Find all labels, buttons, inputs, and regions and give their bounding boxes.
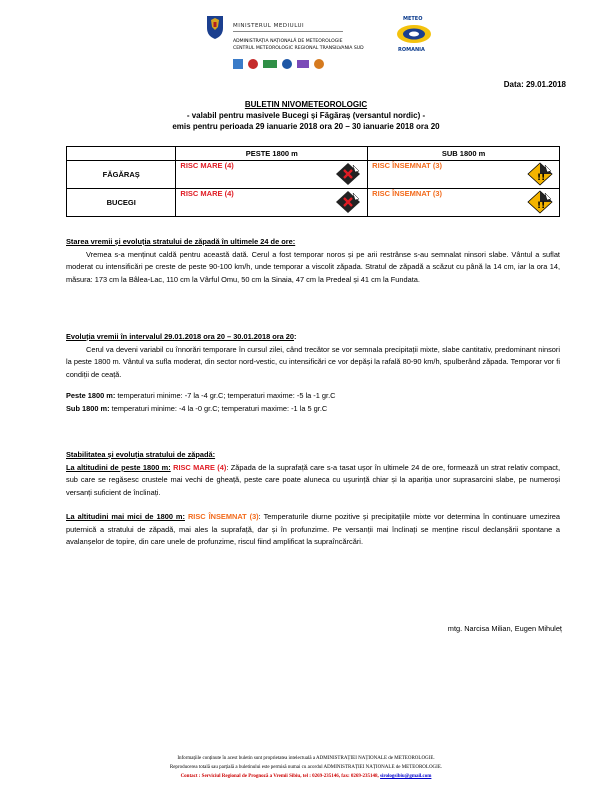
section-snowpack: [66, 449, 560, 549]
risk-label-considerable: RISC ÎNSEMNAT (3): [372, 161, 443, 170]
footer-contact: [40, 774, 572, 779]
risk-cell-below: [368, 161, 560, 189]
massif-bucegi: BUCEGI: [67, 189, 176, 217]
regional-center-name: CENTRUL METEOROLOGIC REGIONAL TRANSILVANIA SUD: [233, 46, 364, 51]
above-label: La altitudini de peste 1800 m:: [66, 462, 171, 472]
col-below-1800: SUB 1800 m: [368, 147, 560, 161]
risk-table-header: [67, 147, 560, 161]
temp-below-label: Sub 1800 m:: [66, 403, 110, 413]
footer-copyright: Informațiile conținute în acest buletin sunt proprietatea intelectuală a ADMINISTRAȚIEI NAȚIONALE de METEOROLOGIE.: [177, 756, 435, 761]
danger-level-3-icon: [527, 190, 553, 216]
temp-above-label: Peste 1800 m:: [66, 391, 116, 400]
table-row: [67, 161, 560, 189]
massif-fagaras: FĂGĂRAȘ: [67, 161, 176, 189]
risk-label-high: RISC MARE (4): [180, 189, 234, 198]
empty-header-cell: [67, 147, 176, 161]
danger-level-4-icon: [335, 162, 361, 188]
footer-contact-text: Contact : Serviciul Regional de Prognoză a Vremii Sibiu, tel : 0269-235146, fax: 0269-235148,: [180, 774, 379, 779]
agency-name: ADMINISTRAȚIA NAȚIONALĂ DE METEOROLOGIE: [233, 39, 343, 44]
bulletin-date: Data: 29.01.2018: [503, 80, 566, 89]
section-heading: Stabilitatea și evoluția stratului de zăpadă:: [66, 450, 216, 459]
signature: mtg. Narcisa Milian, Eugen Mihuleț: [447, 624, 562, 633]
footer-reproduction: Reproducerea totală sau parțială a buletinului este permisă numai cu acordul ADMINISTRAȚIEI NAȚIONALE de METEOROLOGIE.: [169, 765, 443, 770]
bulletin-period: emis pentru perioada 29 ianuarie 2018 ora 20 – 30 ianuarie 2018 ora 20: [172, 122, 440, 131]
meteo-tag: METEO: [403, 16, 423, 22]
romania-brand-icon: [394, 22, 434, 45]
temp-below-values: temperaturi minime: -4 la -0 gr.C; temperaturi maxime: -1 la 5 gr.C: [111, 403, 328, 413]
below-body: Temperaturile diurne pozitive și precipitațiile mixte vor determina în continuare umezirea puternică a stratului de zăpadă, mai ales la suprafață, dar și în profunzime. Pe versanții mai înclinați se menține riscul declanșării spontane a avalanșelor de topire, din care unele de profunzime, riscul fiind amplificat la supraîncărcări.: [66, 512, 561, 546]
risk-table: [66, 146, 560, 217]
svg-text:!!: !!: [537, 173, 546, 183]
above-risk: RISC MARE (4): [173, 462, 227, 472]
section-heading-row: Evoluția vremii în intervalul 29.01.2018 ora 20 – 30.01.2018 ora 20:: [66, 332, 297, 341]
romania-crest-icon: [205, 14, 225, 40]
col-above-1800: PESTE 1800 m: [176, 147, 368, 161]
section-weather-forecast: [66, 331, 560, 415]
section-heading: Evoluția vremii în intervalul 29.01.2018 ora 20 – 30.01.2018 ora 20: [66, 332, 295, 341]
ministry-name: MINISTERUL MEDIULUI: [233, 23, 305, 29]
snowpack-above: La altitudini de peste 1800 m: RISC MARE (4): Zăpada de la suprafață care s-a tasat ușor în ultimele 24 de ore, formează un strat relativ compact, sub care se regăsesc crustele mai vechi de gheață, peste care poate aluneca cu ușurință chiar și la apariția unor suprasarcini slabe, pe numeroși versanți suficient de înclinați.: [66, 462, 561, 497]
temperature-below: [66, 403, 560, 416]
risk-cell-above: [176, 189, 368, 217]
above-body: Zăpada de la suprafață care s-a tasat ușor în ultimele 24 de ore, formează un strat relativ compact, sub care se regăsesc crustele mai vechi de gheață, peste care poate aluneca cu ușurință chiar și la apariția unor suprasarcini slabe, pe numeroși versanți suficient de înclinați.: [66, 462, 561, 497]
footer-email-link[interactable]: sirologsibiu@gmail.com: [380, 774, 432, 779]
romania-label: ROMANIA: [398, 47, 425, 53]
snowpack-below: La altitudini mai mici de 1800 m: RISC ÎNSEMNAT (3): Temperaturile diurne pozitive și precipitațiile mixte vor determina în continuare umezirea puternică a stratului de zăpadă, mai ales la suprafață, dar și în profunzime. Pe versanții mai înclinați se menține riscul declanșării spontane a avalanșelor de topire, din care unele de profunzime, riscul fiind amplificat la supraîncărcări.: [66, 512, 561, 546]
section-body: Vremea s-a menținut caldă pentru această dată. Cerul a fost temporar noros și pe arii restrânse s-au semnalat ninsori slabe. Vântul a suflat moderat cu intensificări pe creste de peste 90-100 km/h, unde temporar a viscolit zăpada. Stratul de zăpadă a scăzut cu până la 14 cm, iar la ora 14, măsura: 173 cm la Bâlea-Lac, 110 cm la Vârful Omu, 50 cm la Sinaia, 47 cm la Predeal și 41 cm la Fundata.: [66, 249, 560, 284]
risk-label-high: RISC MARE (4): [180, 161, 234, 170]
section-body: Cerul va deveni variabil cu înnorări temporare în cursul zilei, când trecător se vor semnala precipitații mixte, slabe cantitativ, predominant ninsori la peste 1800 m. Vântul va sufla moderat, din sector nord-vestic, cu intensificări ce vor depăși la rafală 80-90 km/h, spulberând zăpada. Temporar vor fi condiții de ceață.: [66, 344, 560, 379]
header-divider: [233, 31, 343, 32]
section-heading: Starea vremii și evoluția stratului de zăpadă în ultimele 24 de ore:: [66, 237, 296, 246]
partner-logos: [231, 57, 351, 71]
temperature-above: [66, 390, 560, 403]
bulletin-subtitle: - valabil pentru masivele Bucegi și Făgăraș (versantul nordic) -: [186, 111, 426, 120]
section-weather-past: [66, 236, 560, 286]
svg-text:!!: !!: [537, 201, 546, 211]
risk-cell-above: [176, 161, 368, 189]
risk-cell-below: [368, 189, 560, 217]
danger-level-4-icon: [335, 190, 361, 216]
below-label: La altitudini mai mici de 1800 m:: [66, 512, 185, 521]
temp-above-values: temperaturi minime: -7 la -4 gr.C; temperaturi maxime: -5 la -1 gr.C: [117, 391, 336, 400]
risk-label-considerable: RISC ÎNSEMNAT (3): [372, 189, 443, 198]
below-risk: RISC ÎNSEMNAT (3): [187, 512, 259, 521]
danger-level-3-icon: [527, 162, 553, 188]
bulletin-title: BULETIN NIVOMETEOROLOGIC: [244, 100, 368, 109]
table-row: [67, 189, 560, 217]
